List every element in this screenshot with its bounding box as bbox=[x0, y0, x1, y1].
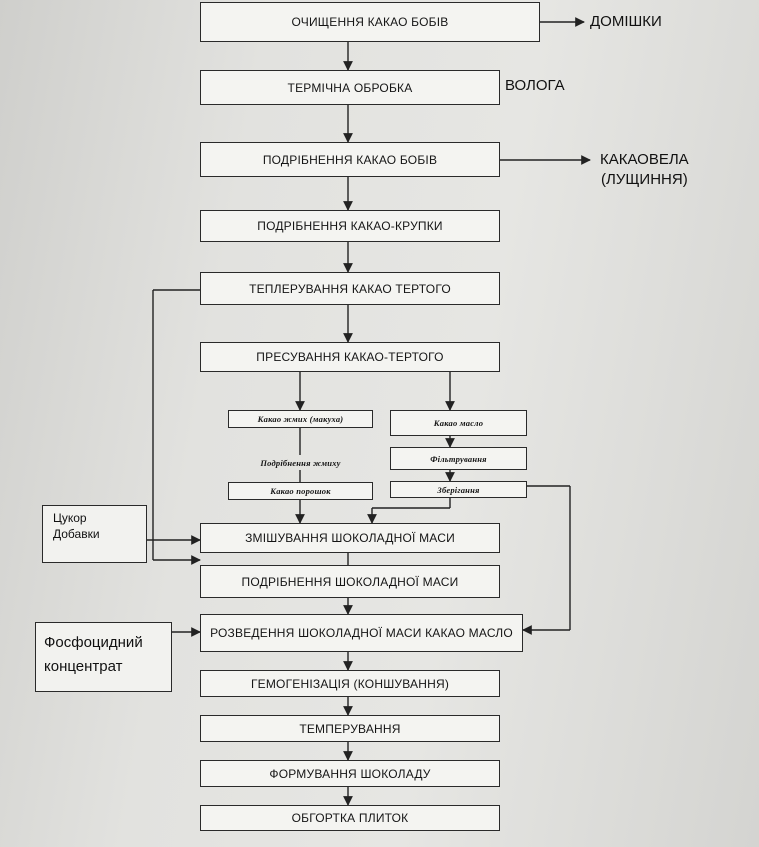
branch-cocoa-cake: Какао жмих (макуха) bbox=[228, 410, 373, 428]
branch-cocoa-powder: Какао порошок bbox=[228, 482, 373, 500]
step-grinding-beans: ПОДРІБНЕННЯ КАКАО БОБІВ bbox=[200, 142, 500, 177]
input-phosphatide-line1: Фосфоцидний bbox=[44, 634, 143, 651]
branch-filtering: Фільтрування bbox=[390, 447, 527, 470]
input-phosphatide-line2: концентрат bbox=[44, 658, 123, 675]
step-wrapping: ОБГОРТКА ПЛИТОК bbox=[200, 805, 500, 831]
input-additives: Добавки bbox=[53, 527, 100, 541]
branch-grinding-cake: Подрібнення жмиху bbox=[260, 457, 341, 468]
input-phosphatide bbox=[35, 622, 172, 692]
output-husk bbox=[600, 150, 689, 190]
step-thermal-treatment: ТЕРМІЧНА ОБРОБКА bbox=[200, 70, 500, 105]
step-grinding-mass: ПОДРІБНЕННЯ ШОКОЛАДНОЇ МАСИ bbox=[200, 565, 500, 598]
step-homogenization: ГЕМОГЕНІЗАЦІЯ (КОНШУВАННЯ) bbox=[200, 670, 500, 697]
step-tempering-liquor: ТЕПЛЕРУВАННЯ КАКАО ТЕРТОГО bbox=[200, 272, 500, 305]
branch-storage: Зберігання bbox=[390, 481, 527, 498]
step-dilution: РОЗВЕДЕННЯ ШОКОЛАДНОЇ МАСИ КАКАО МАСЛО bbox=[200, 614, 523, 652]
output-impurities: ДОМІШКИ bbox=[590, 13, 662, 30]
step-forming: ФОРМУВАННЯ ШОКОЛАДУ bbox=[200, 760, 500, 787]
step-mixing-mass: ЗМІШУВАННЯ ШОКОЛАДНОЇ МАСИ bbox=[200, 523, 500, 553]
step-cleaning: ОЧИЩЕННЯ КАКАО БОБІВ bbox=[200, 2, 540, 42]
step-tempering: ТЕМПЕРУВАННЯ bbox=[200, 715, 500, 742]
output-husk-line1: КАКАОВЕЛА bbox=[600, 151, 689, 168]
step-pressing: ПРЕСУВАННЯ КАКАО-ТЕРТОГО bbox=[200, 342, 500, 372]
output-husk-line2: (ЛУЩИННЯ) bbox=[600, 171, 688, 188]
input-sugar: Цукор bbox=[53, 511, 87, 525]
branch-cocoa-butter: Какао масло bbox=[390, 410, 527, 436]
output-moisture: ВОЛОГА bbox=[505, 77, 565, 94]
step-grinding-nibs: ПОДРІБНЕННЯ КАКАО-КРУПКИ bbox=[200, 210, 500, 242]
input-sugar-additives bbox=[42, 505, 147, 563]
